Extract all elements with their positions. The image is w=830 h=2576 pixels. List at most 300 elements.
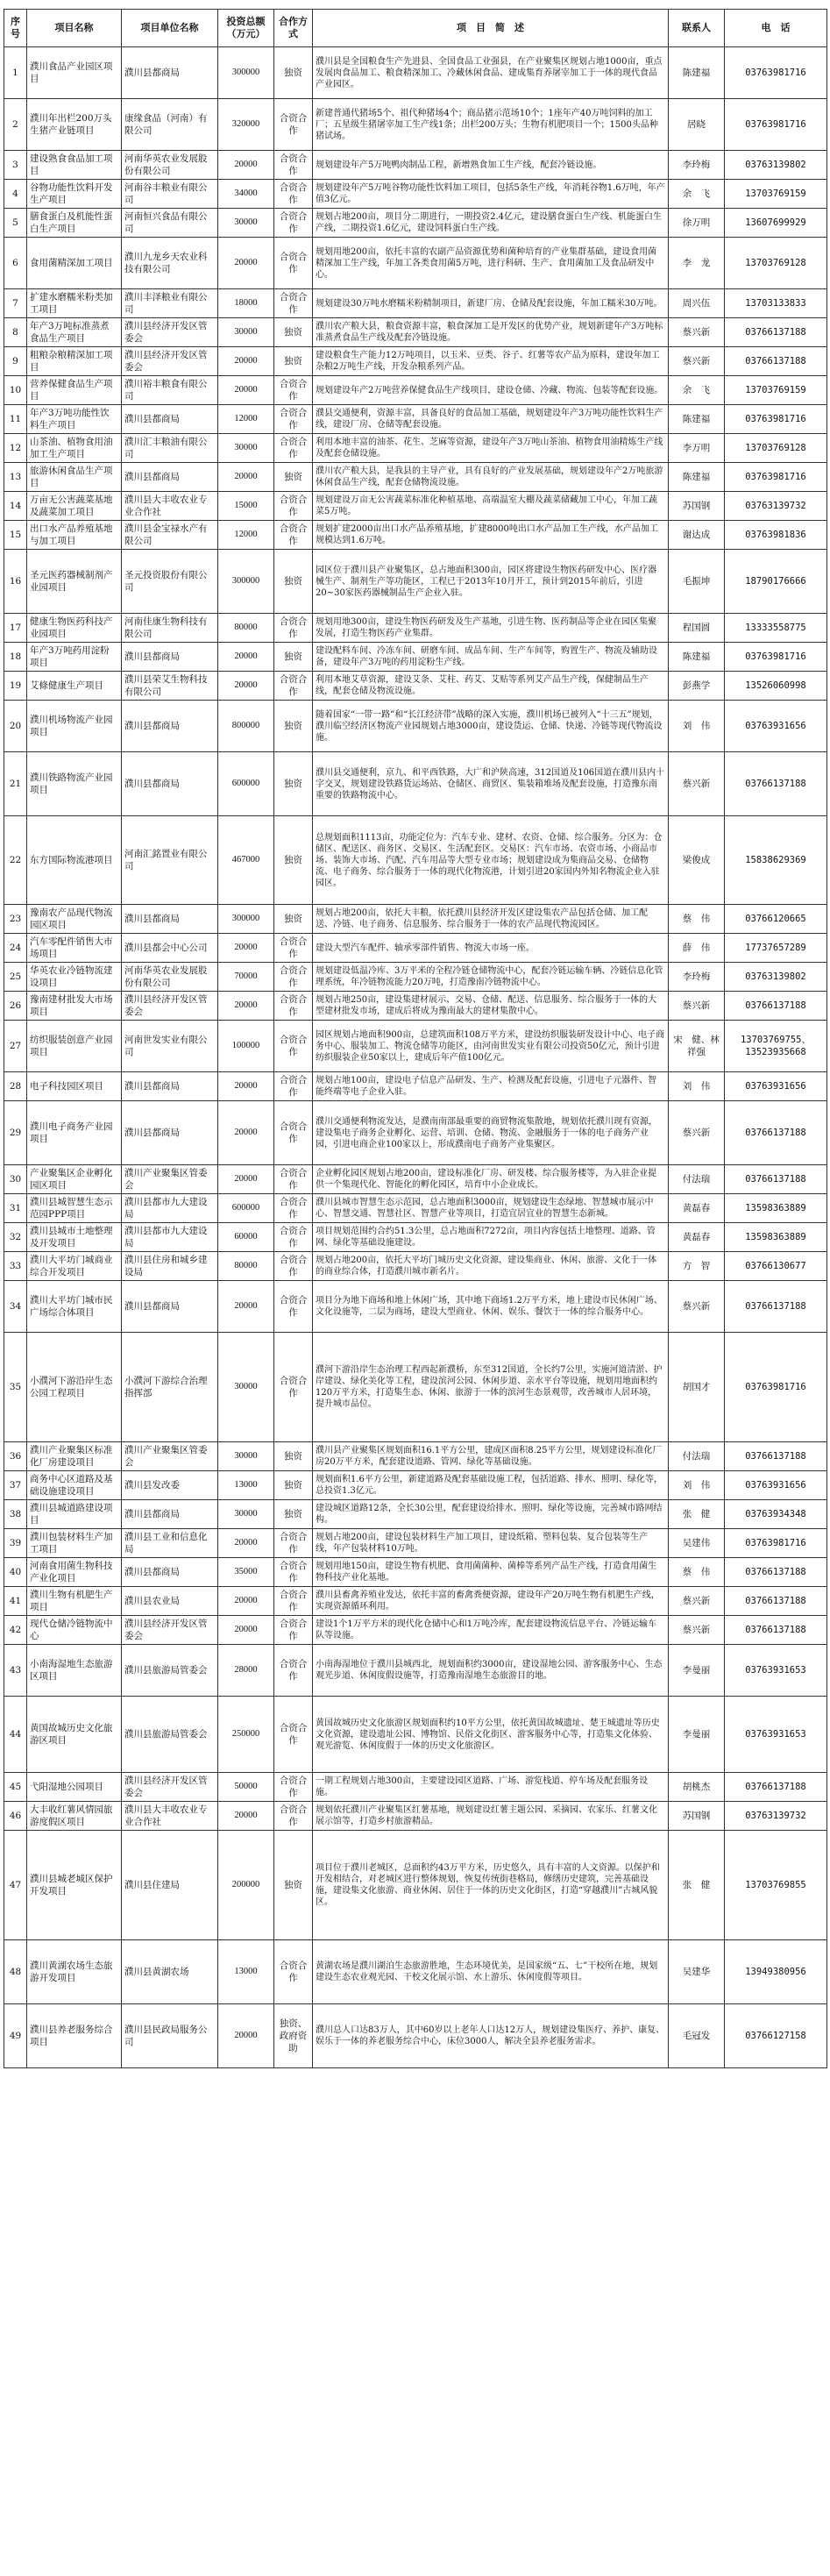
- cell-unit: 濮川县黄湖农场: [122, 1940, 218, 2004]
- cell-unit: 濮川县都商局: [122, 405, 218, 434]
- cell-description: 规划依托濮川产业聚集区红薯基地，规划建设红薯主题公园、采摘园、农家乐、红薯文化展示馆等，打造乡村旅游精品。: [313, 1802, 669, 1831]
- cell-phone: 13703769855: [725, 1831, 827, 1940]
- cell-investment: 70000: [218, 963, 274, 992]
- cell-no: 49: [4, 2004, 27, 2068]
- cell-unit: 濮川县都商局: [122, 1072, 218, 1101]
- cell-investment: 12000: [218, 521, 274, 550]
- cell-unit: 小濮河下游综合治理指挥部: [122, 1333, 218, 1442]
- cell-contact: 陈建福: [669, 643, 725, 672]
- cell-unit: 濮川产业聚集区管委会: [122, 1165, 218, 1194]
- cell-phone: 03763981716: [725, 463, 827, 492]
- cell-phone: 03766137188: [725, 1558, 827, 1587]
- table-row: [4, 963, 827, 992]
- cell-phone: 03766137188: [725, 1773, 827, 1802]
- cell-no: 33: [4, 1252, 27, 1281]
- table-row: [4, 1645, 827, 1697]
- cell-no: 13: [4, 463, 27, 492]
- table-row: [4, 1697, 827, 1773]
- cell-no: 29: [4, 1101, 27, 1165]
- cell-mode: 合资合作: [274, 99, 313, 151]
- cell-investment: 34000: [218, 180, 274, 209]
- cell-project-name: 濮川黄湖农场生态旅游开发项目: [27, 1940, 122, 2004]
- cell-no: 30: [4, 1165, 27, 1194]
- cell-phone: 03766137188: [725, 318, 827, 347]
- cell-unit: 濮川县都会中心公司: [122, 934, 218, 963]
- cell-contact: 毛冠发: [669, 2004, 725, 2068]
- table-row: [4, 376, 827, 405]
- cell-phone: 03763981716: [725, 405, 827, 434]
- cell-unit: 濮川县住房和城乡建设局: [122, 1252, 218, 1281]
- cell-contact: 蔡兴新: [669, 347, 725, 376]
- cell-investment: 300000: [218, 905, 274, 934]
- cell-no: 16: [4, 550, 27, 614]
- cell-mode: 合资合作: [274, 1252, 313, 1281]
- cell-contact: 李玲梅: [669, 151, 725, 180]
- cell-mode: 合资合作: [274, 1587, 313, 1616]
- cell-investment: 300000: [218, 550, 274, 614]
- cell-mode: 合资合作: [274, 1529, 313, 1558]
- cell-unit: 河南恒兴食品有限公司: [122, 209, 218, 238]
- cell-investment: 18000: [218, 289, 274, 318]
- cell-unit: 濮川县都商局: [122, 1281, 218, 1333]
- cell-project-name: 汽车零配件销售大市场项目: [27, 934, 122, 963]
- cell-project-name: 濮川大平坊门城市民广场综合体项目: [27, 1281, 122, 1333]
- cell-unit: 濮川县金宝禄水产有限公司: [122, 521, 218, 550]
- table-row: [4, 1333, 827, 1442]
- cell-mode: 独资: [274, 816, 313, 905]
- cell-no: 45: [4, 1773, 27, 1802]
- cell-phone: 03766137188: [725, 1442, 827, 1471]
- cell-investment: 800000: [218, 701, 274, 752]
- cell-project-name: 年产3万吨标准蒸煮食品生产项目: [27, 318, 122, 347]
- cell-phone: 03766137188: [725, 752, 827, 816]
- cell-mode: 合资合作: [274, 1194, 313, 1223]
- cell-investment: 300000: [218, 47, 274, 99]
- cell-contact: 蔡 伟: [669, 905, 725, 934]
- cell-investment: 250000: [218, 1697, 274, 1773]
- cell-project-name: 年产3万吨功能性饮料生产项目: [27, 405, 122, 434]
- cell-investment: 20000: [218, 463, 274, 492]
- cell-phone: 13526060998: [725, 672, 827, 701]
- cell-mode: 合资合作: [274, 614, 313, 643]
- cell-investment: 20000: [218, 1165, 274, 1194]
- cell-description: 黄湖农场是濮川湖泊生态旅游胜地，生态环境优美，是国家级“五、七”干校所在地，规划建设生态农业观光园、干校文化展示馆、水上游乐、休闲度假等项目。: [313, 1940, 669, 2004]
- table-row: [4, 1587, 827, 1616]
- cell-unit: 河南佳康生物科技有限公司: [122, 614, 218, 643]
- cell-phone: 17737657289: [725, 934, 827, 963]
- cell-mode: 独资: [274, 318, 313, 347]
- cell-description: 利用本地艾草资源，建设艾条、艾柱、药艾、艾贴等系列艾产品生产线，保健制品生产线，配套仓储及物流设施。: [313, 672, 669, 701]
- cell-mode: 独资: [274, 1831, 313, 1940]
- cell-unit: 濮川县旅游局管委会: [122, 1645, 218, 1697]
- cell-no: 40: [4, 1558, 27, 1587]
- cell-no: 34: [4, 1281, 27, 1333]
- cell-phone: 03763934348: [725, 1500, 827, 1529]
- cell-contact: 蔡兴新: [669, 1616, 725, 1645]
- cell-unit: 河南汇銘置业有限公司: [122, 816, 218, 905]
- cell-mode: 合资合作: [274, 934, 313, 963]
- cell-phone: 18790176666: [725, 550, 827, 614]
- cell-phone: 03766137188: [725, 1165, 827, 1194]
- cell-mode: 合资合作: [274, 1072, 313, 1101]
- cell-description: 项目位于濮川老城区，总面积约43万平方米，历史悠久，具有丰富的人文资源。以保护和开发相结合，对老城区进行整体规划，恢复传统街巷格局，修缮历史建筑，完善基础设施，建设集文化旅游、商业休闲、居住于一体的历史文化街区，打造“穿越濮川”古城风貌区。: [313, 1831, 669, 1940]
- cell-mode: 独资: [274, 47, 313, 99]
- cell-project-name: 河南食用菌生物科技产业化项目: [27, 1558, 122, 1587]
- cell-phone: 03763981716: [725, 1333, 827, 1442]
- cell-contact: 刘 伟: [669, 701, 725, 752]
- cell-contact: 李万明: [669, 434, 725, 463]
- cell-no: 8: [4, 318, 27, 347]
- table-row: [4, 99, 827, 151]
- cell-contact: 黄磊春: [669, 1223, 725, 1252]
- cell-project-name: 纺织服装创意产业园项目: [27, 1021, 122, 1072]
- table-row: [4, 816, 827, 905]
- cell-mode: 合资合作: [274, 209, 313, 238]
- cell-project-name: 艾條健康生产项目: [27, 672, 122, 701]
- cell-no: 28: [4, 1072, 27, 1101]
- cell-contact: 张 健: [669, 1500, 725, 1529]
- cell-unit: 圣元投资股份有限公司: [122, 550, 218, 614]
- table-row: [4, 318, 827, 347]
- cell-investment: 80000: [218, 1252, 274, 1281]
- cell-investment: 20000: [218, 1072, 274, 1101]
- cell-description: 规划用地150亩，建设生物有机肥、食用菌菌种、菌棒等系列产品生产线，打造食用菌生物科技产业化基地。: [313, 1558, 669, 1587]
- cell-phone: 13333558775: [725, 614, 827, 643]
- cell-project-name: 现代仓储冷链物流中心: [27, 1616, 122, 1645]
- cell-contact: 苏国钢: [669, 1802, 725, 1831]
- header-contact: 联系人: [669, 10, 725, 47]
- cell-mode: 合资合作: [274, 405, 313, 434]
- cell-unit: 濮川县经济开发区管委会: [122, 1773, 218, 1802]
- cell-investment: 20000: [218, 347, 274, 376]
- cell-description: 规划建设30万吨水磨糯米粉精制项目，新建厂房、仓储及配套设施，年加工糯米30万吨。: [313, 289, 669, 318]
- cell-no: 46: [4, 1802, 27, 1831]
- table-row: [4, 238, 827, 289]
- cell-investment: 20000: [218, 1281, 274, 1333]
- cell-description: 规划建设年产2万吨营养保健食品生产线项目，建设仓储、冷藏、物流、包装等配套设施。: [313, 376, 669, 405]
- cell-mode: 合资合作: [274, 1802, 313, 1831]
- table-body: [4, 47, 827, 2068]
- cell-description: 建设城区道路12条，全长30公里，配套建设给排水、照明、绿化等设施，完善城市路网结构。: [313, 1500, 669, 1529]
- cell-no: 47: [4, 1831, 27, 1940]
- cell-mode: 合资合作: [274, 1281, 313, 1333]
- cell-description: 规划占地250亩，建设集建材展示、交易、仓储、配送、信息服务、综合服务于一体的大型建材批发市场，建成后将成为豫南最大的建材集散中心。: [313, 992, 669, 1021]
- cell-phone: 03763931656: [725, 1471, 827, 1500]
- cell-project-name: 濮川包装材料生产加工项目: [27, 1529, 122, 1558]
- cell-project-name: 山茶油、植物食用油加工生产项目: [27, 434, 122, 463]
- cell-description: 园区位于濮川县产业聚集区，总占地面积300亩，园区将建设生物医药研发中心、医疗器械生产、制剂生产等功能区，工程已于2013年10月开工，预计到2015年前后，引进20~30家医药器械制品生产企业入驻。: [313, 550, 669, 614]
- cell-phone: 13598363889: [725, 1194, 827, 1223]
- cell-unit: 濮川县荣艾生物科技有限公司: [122, 672, 218, 701]
- cell-unit: 濮川产业聚集区管委会: [122, 1442, 218, 1471]
- cell-description: 濮川县交通便利，京九、和平西铁路，大广和沪陕高速，312国道及106国道在濮川县内十字交叉，规划建设铁路货运场站、仓储区、商贸区、集装箱堆场及配套设施，打造豫东南重要的铁路物流中心。: [313, 752, 669, 816]
- cell-phone: 13703133833: [725, 289, 827, 318]
- cell-project-name: 营养保健食品生产项目: [27, 376, 122, 405]
- cell-contact: 蔡兴新: [669, 1587, 725, 1616]
- cell-contact: 李曼丽: [669, 1645, 725, 1697]
- cell-description: 总规划面积1113亩，功能定位为：汽车专业、建材、农资、仓储、综合服务。分区为：仓储区、配送区、商务区、交易区、生活配套区。交易区：汽车市场、农资市场、小商品市场、装饰大市场、汽配、汽车用品等大型专业市场；规划建设成为集商品交易、仓储物流、电子商务、综合服务于一体的现代化物流港，计划引进20家国内外知名物流企业入驻园区。: [313, 816, 669, 905]
- cell-phone: 03763981716: [725, 47, 827, 99]
- cell-description: 濮川农产粮大县，是我县的主导产业，具有良好的产业发展基础，规划建设年产2万吨旅游休闲食品生产线，配套仓储物流设施。: [313, 463, 669, 492]
- table-row: [4, 1281, 827, 1333]
- cell-description: 濮川县是全国粮食生产先进县、全国食品工业强县，在产业聚集区规划占地1000亩，重点发展肉食品加工、粮食精深加工、冷藏休闲食品、建成集育养屠宰加工于一体的现代食品产业园区。: [313, 47, 669, 99]
- cell-no: 10: [4, 376, 27, 405]
- cell-project-name: 食用菌精深加工项目: [27, 238, 122, 289]
- cell-no: 42: [4, 1616, 27, 1645]
- cell-contact: 宋 健、林祥强: [669, 1021, 725, 1072]
- table-row: [4, 1529, 827, 1558]
- cell-mode: 合资合作: [274, 1616, 313, 1645]
- cell-phone: 03766137188: [725, 1587, 827, 1616]
- cell-project-name: 旅游休闲食品生产项目: [27, 463, 122, 492]
- cell-investment: 35000: [218, 1558, 274, 1587]
- cell-investment: 600000: [218, 752, 274, 816]
- cell-mode: 合资合作: [274, 1645, 313, 1697]
- cell-no: 7: [4, 289, 27, 318]
- cell-no: 24: [4, 934, 27, 963]
- cell-contact: 彭燕学: [669, 672, 725, 701]
- cell-phone: 03763139732: [725, 492, 827, 521]
- cell-unit: 濮川县都商局: [122, 1101, 218, 1165]
- cell-contact: 蔡兴新: [669, 992, 725, 1021]
- cell-unit: 河南谷丰粮业有限公司: [122, 180, 218, 209]
- cell-phone: 03766137188: [725, 1281, 827, 1333]
- cell-mode: 合资合作: [274, 1223, 313, 1252]
- table-row: [4, 614, 827, 643]
- cell-project-name: 濮川食品产业园区项目: [27, 47, 122, 99]
- cell-description: 规划用地300亩，建设生物医药研发及生产基地，引进生物、医药制品等企业在园区集聚发展，打造生物医药产业集群。: [313, 614, 669, 643]
- cell-project-name: 濮川生物有机肥生产项目: [27, 1587, 122, 1616]
- cell-no: 17: [4, 614, 27, 643]
- cell-mode: 合资合作: [274, 180, 313, 209]
- cell-investment: 20000: [218, 376, 274, 405]
- cell-description: 一期工程规划占地300亩，主要建设园区道路、广场、游览栈道、停车场及配套服务设施。: [313, 1773, 669, 1802]
- cell-phone: 13949380956: [725, 1940, 827, 2004]
- cell-investment: 20000: [218, 1101, 274, 1165]
- cell-unit: 濮川县住建局: [122, 1831, 218, 1940]
- cell-investment: 13000: [218, 1940, 274, 2004]
- cell-project-name: 豫南农产品现代物流园区项目: [27, 905, 122, 934]
- cell-mode: 合资合作: [274, 672, 313, 701]
- cell-contact: 徐万明: [669, 209, 725, 238]
- cell-investment: 20000: [218, 643, 274, 672]
- cell-contact: 付法瑞: [669, 1165, 725, 1194]
- cell-description: 规划用地200亩，依托丰富的农副产品资源优势和菌种培育的产业集群基础，建设食用菌精深加工生产线，年加工各类食用菌5万吨，进行科研、生产、食用菌加工及食品研发中心。: [313, 238, 669, 289]
- cell-description: 规划建设低温冷库、3万平米的全程冷链仓储物流中心，配套冷链运输车辆、冷链信息化管理系统，年冷链物流能力20万吨，打造豫南冷链物流中心。: [313, 963, 669, 992]
- table-row: [4, 752, 827, 816]
- cell-description: 园区规划占地面积900亩，总建筑面积108万平方米，建设纺织服装研发设计中心、电子商务中心、服装加工、物流仓储等功能区，由河南世发实业有限公司投资50亿元，预计引进纺织服装企业50家以上，建成后年产值100亿元。: [313, 1021, 669, 1072]
- cell-investment: 20000: [218, 1802, 274, 1831]
- cell-description: 规划占地100亩，建设电子信息产品研发、生产、检测及配套设施，引进电子元器件、智能终端等电子企业入驻。: [313, 1072, 669, 1101]
- header-unit: 项目单位名称: [122, 10, 218, 47]
- cell-no: 9: [4, 347, 27, 376]
- cell-contact: 李玲梅: [669, 963, 725, 992]
- cell-mode: 独资: [274, 905, 313, 934]
- cell-description: 规划占地200亩，依托大丰粮，依托濮川县经济开发区建设集农产品包括仓储、加工配送、冷链、电子商务、信息服务、综合服务于一体的农产品现代物流园区。: [313, 905, 669, 934]
- cell-project-name: 大丰收红薯风情园旅游度假区项目: [27, 1802, 122, 1831]
- cell-investment: 20000: [218, 238, 274, 289]
- cell-investment: 20000: [218, 992, 274, 1021]
- cell-contact: 蔡兴新: [669, 1281, 725, 1333]
- cell-investment: 30000: [218, 1442, 274, 1471]
- cell-contact: 李 龙: [669, 238, 725, 289]
- cell-unit: 濮川裕丰粮食有限公司: [122, 376, 218, 405]
- cell-unit: 濮川县都商局: [122, 752, 218, 816]
- table-row: [4, 209, 827, 238]
- cell-contact: 周兴伍: [669, 289, 725, 318]
- cell-no: 1: [4, 47, 27, 99]
- table-row: [4, 47, 827, 99]
- cell-contact: 吴建华: [669, 1940, 725, 2004]
- table-row: [4, 1773, 827, 1802]
- cell-no: 48: [4, 1940, 27, 2004]
- cell-investment: 20000: [218, 1587, 274, 1616]
- table-row: [4, 434, 827, 463]
- cell-phone: 13703769755、13523935668: [725, 1021, 827, 1072]
- cell-contact: 余 飞: [669, 376, 725, 405]
- cell-description: 建设1个1万平方米的现代化仓储中心和1万吨冷库，配套建设物流信息平台、冷链运输车队等设施。: [313, 1616, 669, 1645]
- cell-mode: 独资: [274, 643, 313, 672]
- cell-description: 黄国故城历史文化旅游区规划面积约10平方公里，依托黄国故城遗址、楚王城遗址等历史文化资源，建设遗址公园、博物馆、民俗文化街区、游客服务中心等，打造集文化体验、观光游览、休闲度假于一体的历史文化旅游区。: [313, 1697, 669, 1773]
- cell-project-name: 粗粮杂粮精深加工项目: [27, 347, 122, 376]
- header-description: 项 目 简 述: [313, 10, 669, 47]
- cell-description: 规划建设万亩无公害蔬菜标准化种植基地、高端温室大棚及蔬菜储藏加工中心，年加工蔬菜5万吨。: [313, 492, 669, 521]
- cell-mode: 合资合作: [274, 289, 313, 318]
- cell-contact: 陈建福: [669, 463, 725, 492]
- cell-contact: 付法瑞: [669, 1442, 725, 1471]
- cell-no: 12: [4, 434, 27, 463]
- table-row: [4, 1165, 827, 1194]
- cell-project-name: 濮川县城智慧生态示范园PPP项目: [27, 1194, 122, 1223]
- cell-phone: 13703769128: [725, 434, 827, 463]
- table-row: [4, 492, 827, 521]
- cell-mode: 合资合作: [274, 1773, 313, 1802]
- cell-phone: 03763931653: [725, 1645, 827, 1697]
- cell-investment: 50000: [218, 1773, 274, 1802]
- cell-investment: 80000: [218, 614, 274, 643]
- cell-contact: 蔡兴新: [669, 752, 725, 816]
- cell-investment: 20000: [218, 151, 274, 180]
- cell-project-name: 濮川机场物流产业园项目: [27, 701, 122, 752]
- cell-description: 新建普通代猪场5个、祖代种猪场4个；商品猪示范场10个；1座年产40万吨饲料的加工厂；五星级生猪屠宰加工生产线1条；出栏200万头；生物有机肥项目一个；1500头品种猪试场。: [313, 99, 669, 151]
- cell-description: 濮县交通便利，资源丰富，具备良好的食品加工基础，规划建设年产3万吨功能性饮料生产线，建设厂房、仓储等配套设施。: [313, 405, 669, 434]
- header-investment: 投资总额（万元）: [218, 10, 274, 47]
- cell-project-name: 弋阳湿地公园项目: [27, 1773, 122, 1802]
- cell-no: 27: [4, 1021, 27, 1072]
- cell-project-name: 濮川产业聚集区标准化厂房建设项目: [27, 1442, 122, 1471]
- cell-unit: 濮川县经济开发区管委会: [122, 1616, 218, 1645]
- cell-unit: 濮川县农业局: [122, 1587, 218, 1616]
- cell-mode: 合资合作: [274, 492, 313, 521]
- cell-contact: 胡桃杰: [669, 1773, 725, 1802]
- cell-description: 规划建设年产5万吨鸭肉制品工程，新增熟食加工生产线，配套冷链设施。: [313, 151, 669, 180]
- table-row: [4, 1101, 827, 1165]
- cell-mode: 合资合作: [274, 963, 313, 992]
- cell-project-name: 豫南建材批发大市场项目: [27, 992, 122, 1021]
- table-row: [4, 905, 827, 934]
- cell-description: 濮川县产业聚集区规划面积16.1平方公里，建成区面积8.25平方公里，规划建设标准化厂房20万平方米，配套建设道路、管网、绿化等基础设施。: [313, 1442, 669, 1471]
- table-row: [4, 1616, 827, 1645]
- cell-project-name: 电子科技园区项目: [27, 1072, 122, 1101]
- cell-no: 21: [4, 752, 27, 816]
- header-name: 项目名称: [27, 10, 122, 47]
- cell-investment: 100000: [218, 1021, 274, 1072]
- cell-no: 20: [4, 701, 27, 752]
- cell-project-name: 濮川电子商务产业园项目: [27, 1101, 122, 1165]
- cell-project-name: 东方国际物流港项目: [27, 816, 122, 905]
- cell-contact: 胡国才: [669, 1333, 725, 1442]
- cell-contact: 吴建伟: [669, 1529, 725, 1558]
- cell-contact: 陈建福: [669, 47, 725, 99]
- cell-contact: 居晓: [669, 99, 725, 151]
- cell-mode: 独资: [274, 701, 313, 752]
- table-row: [4, 289, 827, 318]
- cell-project-name: 小濮河下游沿岸生态公园工程项目: [27, 1333, 122, 1442]
- cell-project-name: 濮川年出栏200万头生猪产业链项目: [27, 99, 122, 151]
- table-row: [4, 463, 827, 492]
- cell-project-name: 产业聚集区企业孵化园区项目: [27, 1165, 122, 1194]
- cell-contact: 梁俊成: [669, 816, 725, 905]
- cell-project-name: 谷物功能性饮料开发生产项目: [27, 180, 122, 209]
- table-row: [4, 1021, 827, 1072]
- cell-investment: 60000: [218, 1223, 274, 1252]
- cell-description: 项目规划范围约合约51.3公里，总占地面积7272亩，项目内容包括土地整理、道路、管网、绿化等基础设施建设。: [313, 1223, 669, 1252]
- cell-description: 濮川总人口达83万人，其中60岁以上老年人口达12万人，规划建设集医疗、养护、康复、娱乐于一体的养老服务综合中心，床位3000人，解决全县养老服务需求。: [313, 2004, 669, 2068]
- cell-contact: 薛 伟: [669, 934, 725, 963]
- cell-project-name: 濮川县养老服务综合项目: [27, 2004, 122, 2068]
- cell-phone: 13703769159: [725, 180, 827, 209]
- cell-mode: 独资: [274, 1500, 313, 1529]
- cell-unit: 濮川丰泽粮业有限公司: [122, 289, 218, 318]
- cell-no: 37: [4, 1471, 27, 1500]
- cell-unit: 濮川县都商局: [122, 1558, 218, 1587]
- cell-mode: 合资合作: [274, 434, 313, 463]
- cell-no: 14: [4, 492, 27, 521]
- cell-project-name: 健康生物医药科技产业园项目: [27, 614, 122, 643]
- cell-description: 濮川县城市智慧生态示范园，总占地面积3000亩，规划建设生态绿地、智慧城市展示中心、智慧交通、智慧社区、智慧产业等项目，打造宜居宜业的智慧生态新城。: [313, 1194, 669, 1223]
- cell-unit: 濮川县都市九大建设局: [122, 1223, 218, 1252]
- project-table: [4, 9, 827, 2068]
- cell-no: 5: [4, 209, 27, 238]
- cell-project-name: 濮川县城老城区保护开发项目: [27, 1831, 122, 1940]
- cell-description: 建设大型汽车配件、轴承零部件销售、物流大市场一座。: [313, 934, 669, 963]
- cell-description: 濮川县畜禽养殖业发达，依托丰富的畜禽粪便资源，建设年产20万吨生物有机肥生产线，实现资源循环利用。: [313, 1587, 669, 1616]
- cell-unit: 濮川县都商局: [122, 1500, 218, 1529]
- cell-mode: 合资合作: [274, 521, 313, 550]
- header-no: 序号: [4, 10, 27, 47]
- table-row: [4, 180, 827, 209]
- cell-description: 随着国家“一带一路”和“长江经济带”战略的深入实施，濮川机场已被列入“十三五”规划，濮川临空经济区物流产业园规划占地3000亩，建设货运、仓储、快递、冷链等现代物流设施。: [313, 701, 669, 752]
- cell-no: 11: [4, 405, 27, 434]
- cell-no: 6: [4, 238, 27, 289]
- cell-contact: 张 健: [669, 1831, 725, 1940]
- cell-phone: 13703769128: [725, 238, 827, 289]
- cell-phone: 03766127158: [725, 2004, 827, 2068]
- cell-phone: 03763139732: [725, 1802, 827, 1831]
- cell-phone: 13703769159: [725, 376, 827, 405]
- table-row: [4, 1072, 827, 1101]
- header-mode: 合作方式: [274, 10, 313, 47]
- cell-no: 44: [4, 1697, 27, 1773]
- cell-contact: 程国圆: [669, 614, 725, 643]
- cell-contact: 蔡兴新: [669, 1101, 725, 1165]
- cell-contact: 陈建福: [669, 405, 725, 434]
- cell-project-name: 膳食蛋白及机能性蛋白生产项目: [27, 209, 122, 238]
- header-row: [4, 10, 827, 47]
- cell-unit: 濮川县都商局: [122, 701, 218, 752]
- cell-description: 企业孵化园区规划占地200亩，建设标准化厂房、研发楼、综合服务楼等，为入驻企业提供一个集现代化、智能化的孵化园区，培育中小企业成长。: [313, 1165, 669, 1194]
- cell-contact: 谢达成: [669, 521, 725, 550]
